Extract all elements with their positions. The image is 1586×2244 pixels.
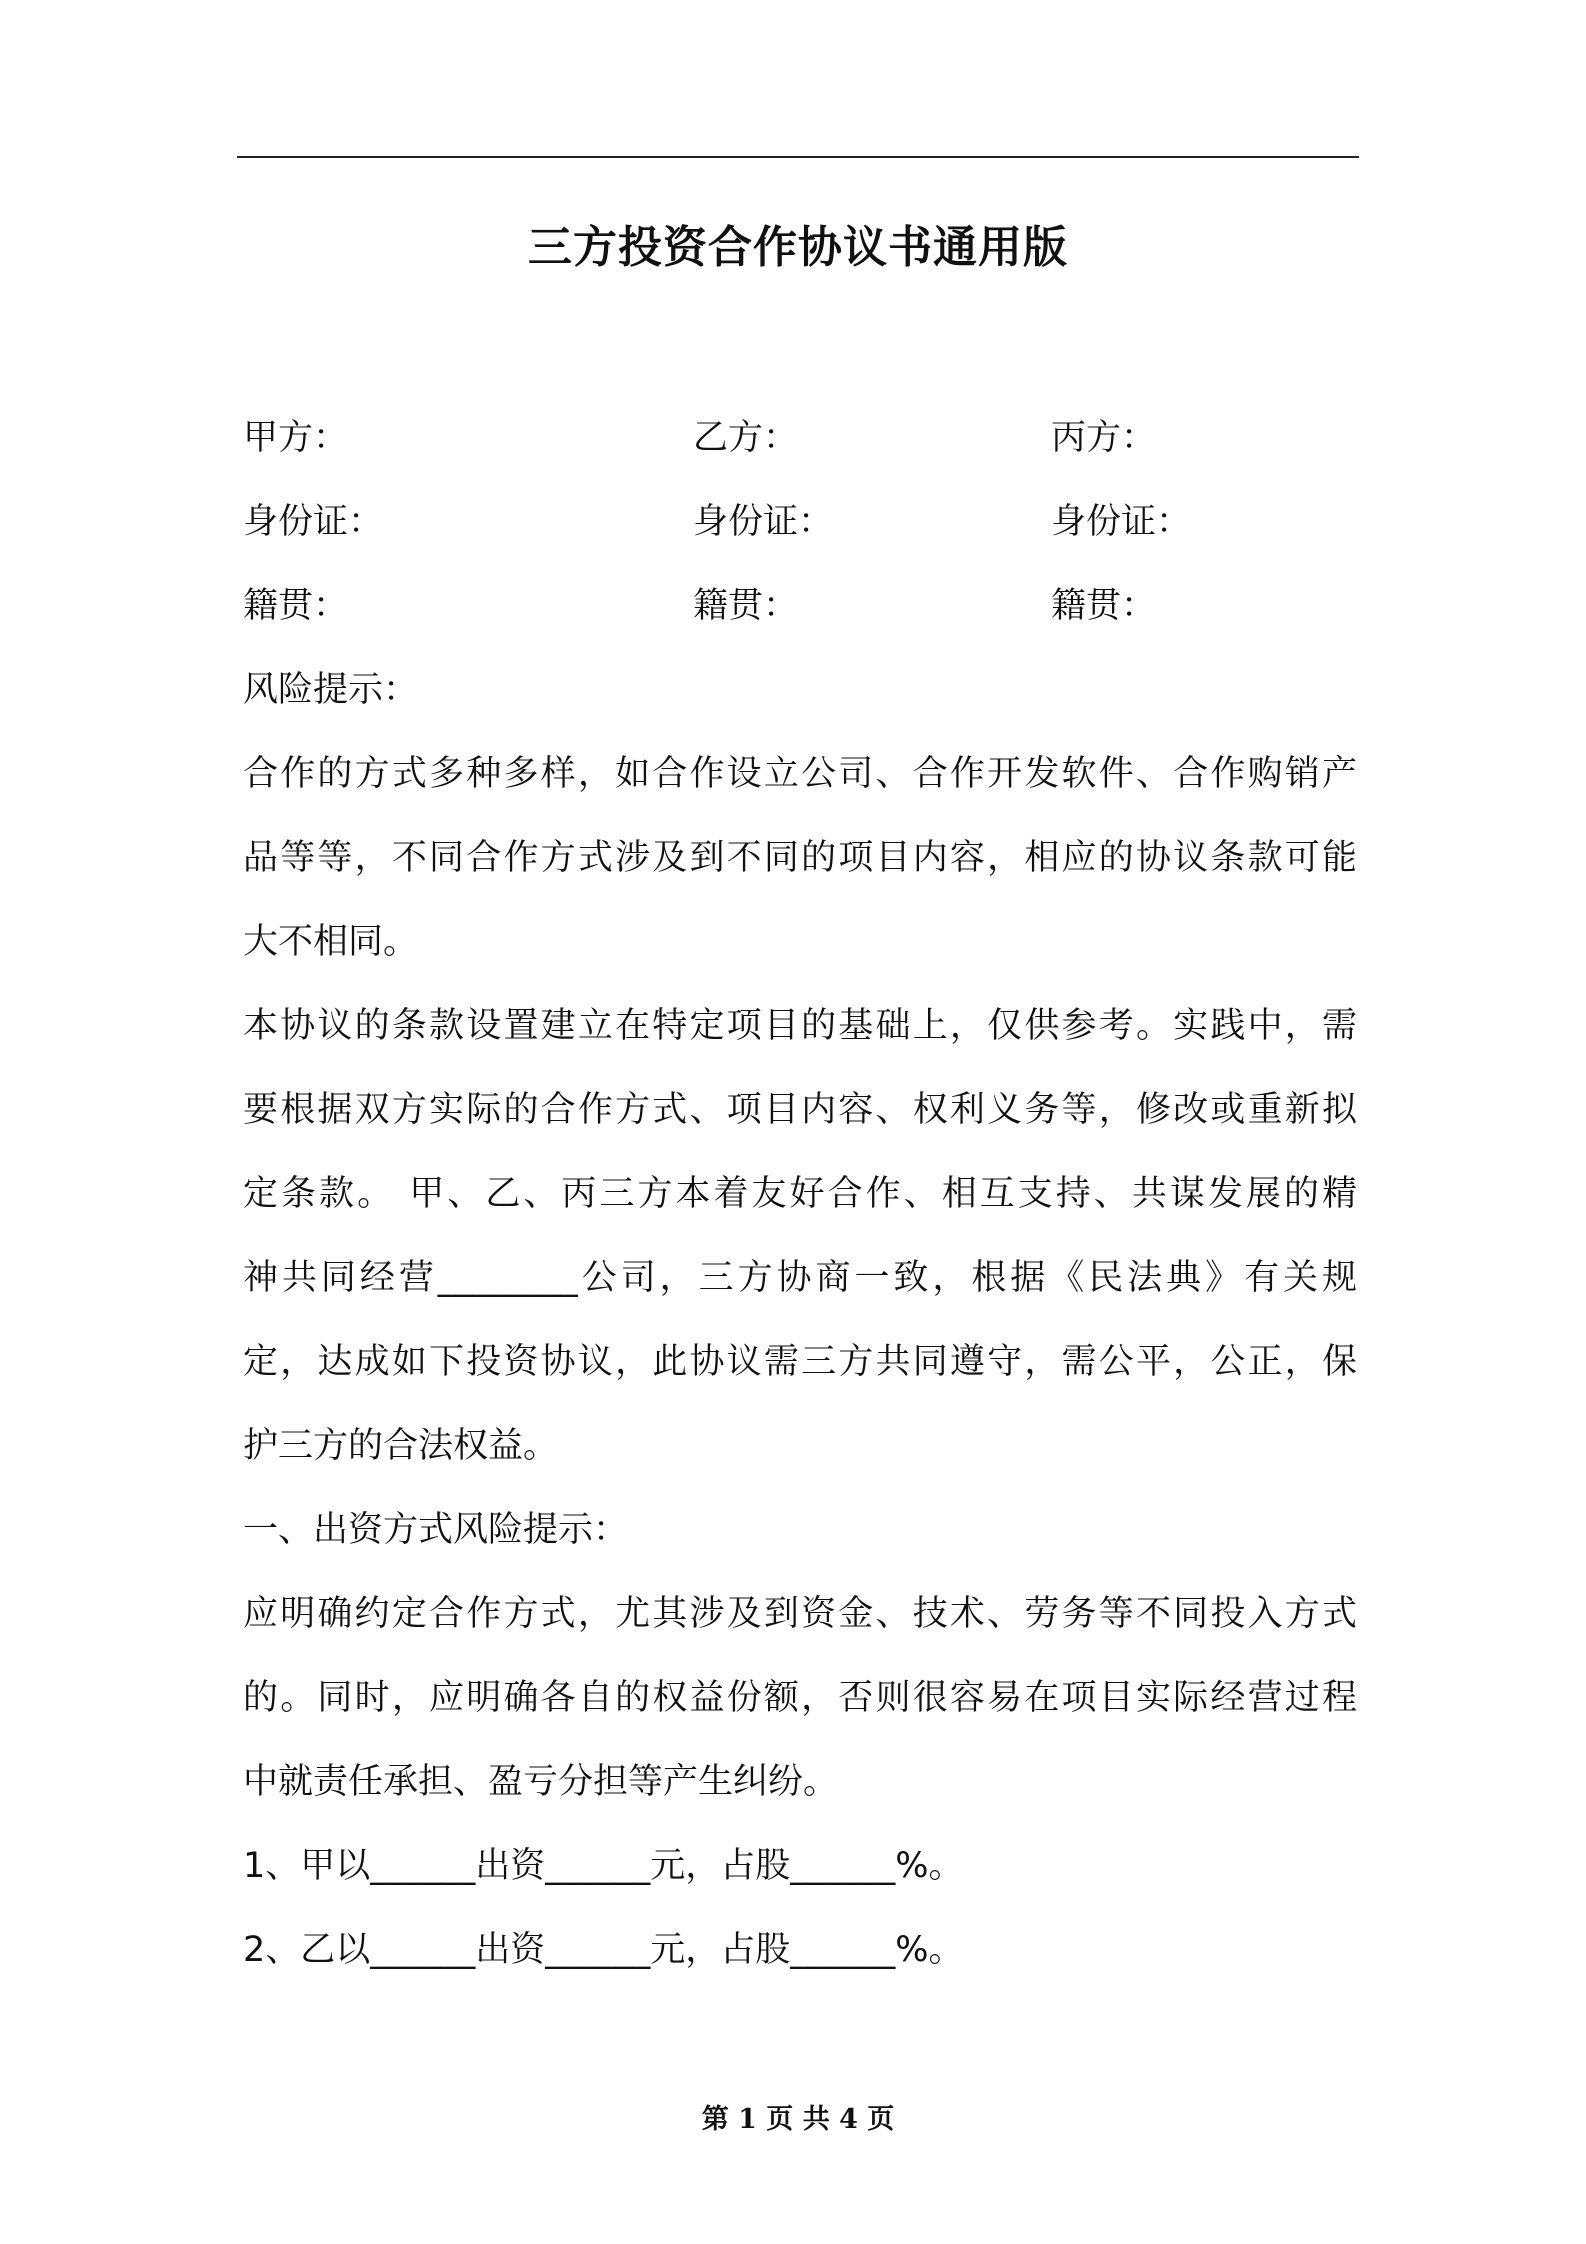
contribution-item-a: 1、甲以______出资______元，占股______%。 — [243, 1846, 964, 1886]
party-b-origin-label: 籍贯： — [693, 586, 799, 626]
party-c-label: 丙方： — [1051, 418, 1157, 458]
paragraph-line: 的。同时，应明确各自的权益份额，否则很容易在项目实际经营过程 — [243, 1678, 1357, 1718]
party-name-row — [243, 408, 1359, 468]
page-number-footer: 第 1 页 共 4 页 — [701, 2104, 895, 2135]
paragraph-line: 本协议的条款设置建立在特定项目的基础上，仅供参考。实践中，需 — [243, 1006, 1357, 1046]
document-title: 三方投资合作协议书通用版 — [528, 222, 1068, 273]
contribution-item-b: 2、乙以______出资______元，占股______%。 — [243, 1930, 964, 1970]
paragraph-line: 中就责任承担、盈亏分担等产生纠纷。 — [243, 1762, 839, 1802]
paragraph-line: 要根据双方实际的合作方式、项目内容、权利义务等，修改或重新拟 — [243, 1090, 1357, 1130]
paragraph-line: 品等等，不同合作方式涉及到不同的项目内容，相应的协议条款可能 — [243, 838, 1357, 878]
party-a-label: 甲方： — [243, 418, 349, 458]
paragraph-line: 定条款。 甲、乙、丙三方本着友好合作、相互支持、共谋发展的精 — [243, 1174, 1357, 1214]
party-id-row — [243, 492, 1359, 552]
document-body — [243, 648, 1359, 1992]
paragraph-line: 合作的方式多种多样，如合作设立公司、合作开发软件、合作购销产 — [243, 754, 1357, 794]
paragraph-line: 定，达成如下投资协议，此协议需三方共同遵守，需公平，公正，保 — [243, 1342, 1357, 1382]
header-rule — [237, 156, 1359, 158]
party-a-origin-label: 籍贯： — [243, 586, 349, 626]
paragraph-line: 应明确约定合作方式，尤其涉及到资金、技术、劳务等不同投入方式 — [243, 1594, 1357, 1634]
party-b-label: 乙方： — [693, 418, 799, 458]
paragraph-line: 大不相同。 — [243, 922, 419, 962]
paragraph-line: 护三方的合法权益。 — [243, 1426, 559, 1466]
party-a-id-label: 身份证： — [243, 502, 384, 542]
party-origin-row — [243, 576, 1359, 636]
party-c-id-label: 身份证： — [1051, 502, 1192, 542]
section-heading: 一、出资方式风险提示： — [243, 1510, 629, 1550]
party-c-origin-label: 籍贯： — [1051, 586, 1157, 626]
risk-notice-heading: 风险提示： — [243, 670, 419, 710]
party-b-id-label: 身份证： — [693, 502, 834, 542]
paragraph-line: 神共同经营________公司，三方协商一致，根据《民法典》有关规 — [243, 1258, 1357, 1298]
